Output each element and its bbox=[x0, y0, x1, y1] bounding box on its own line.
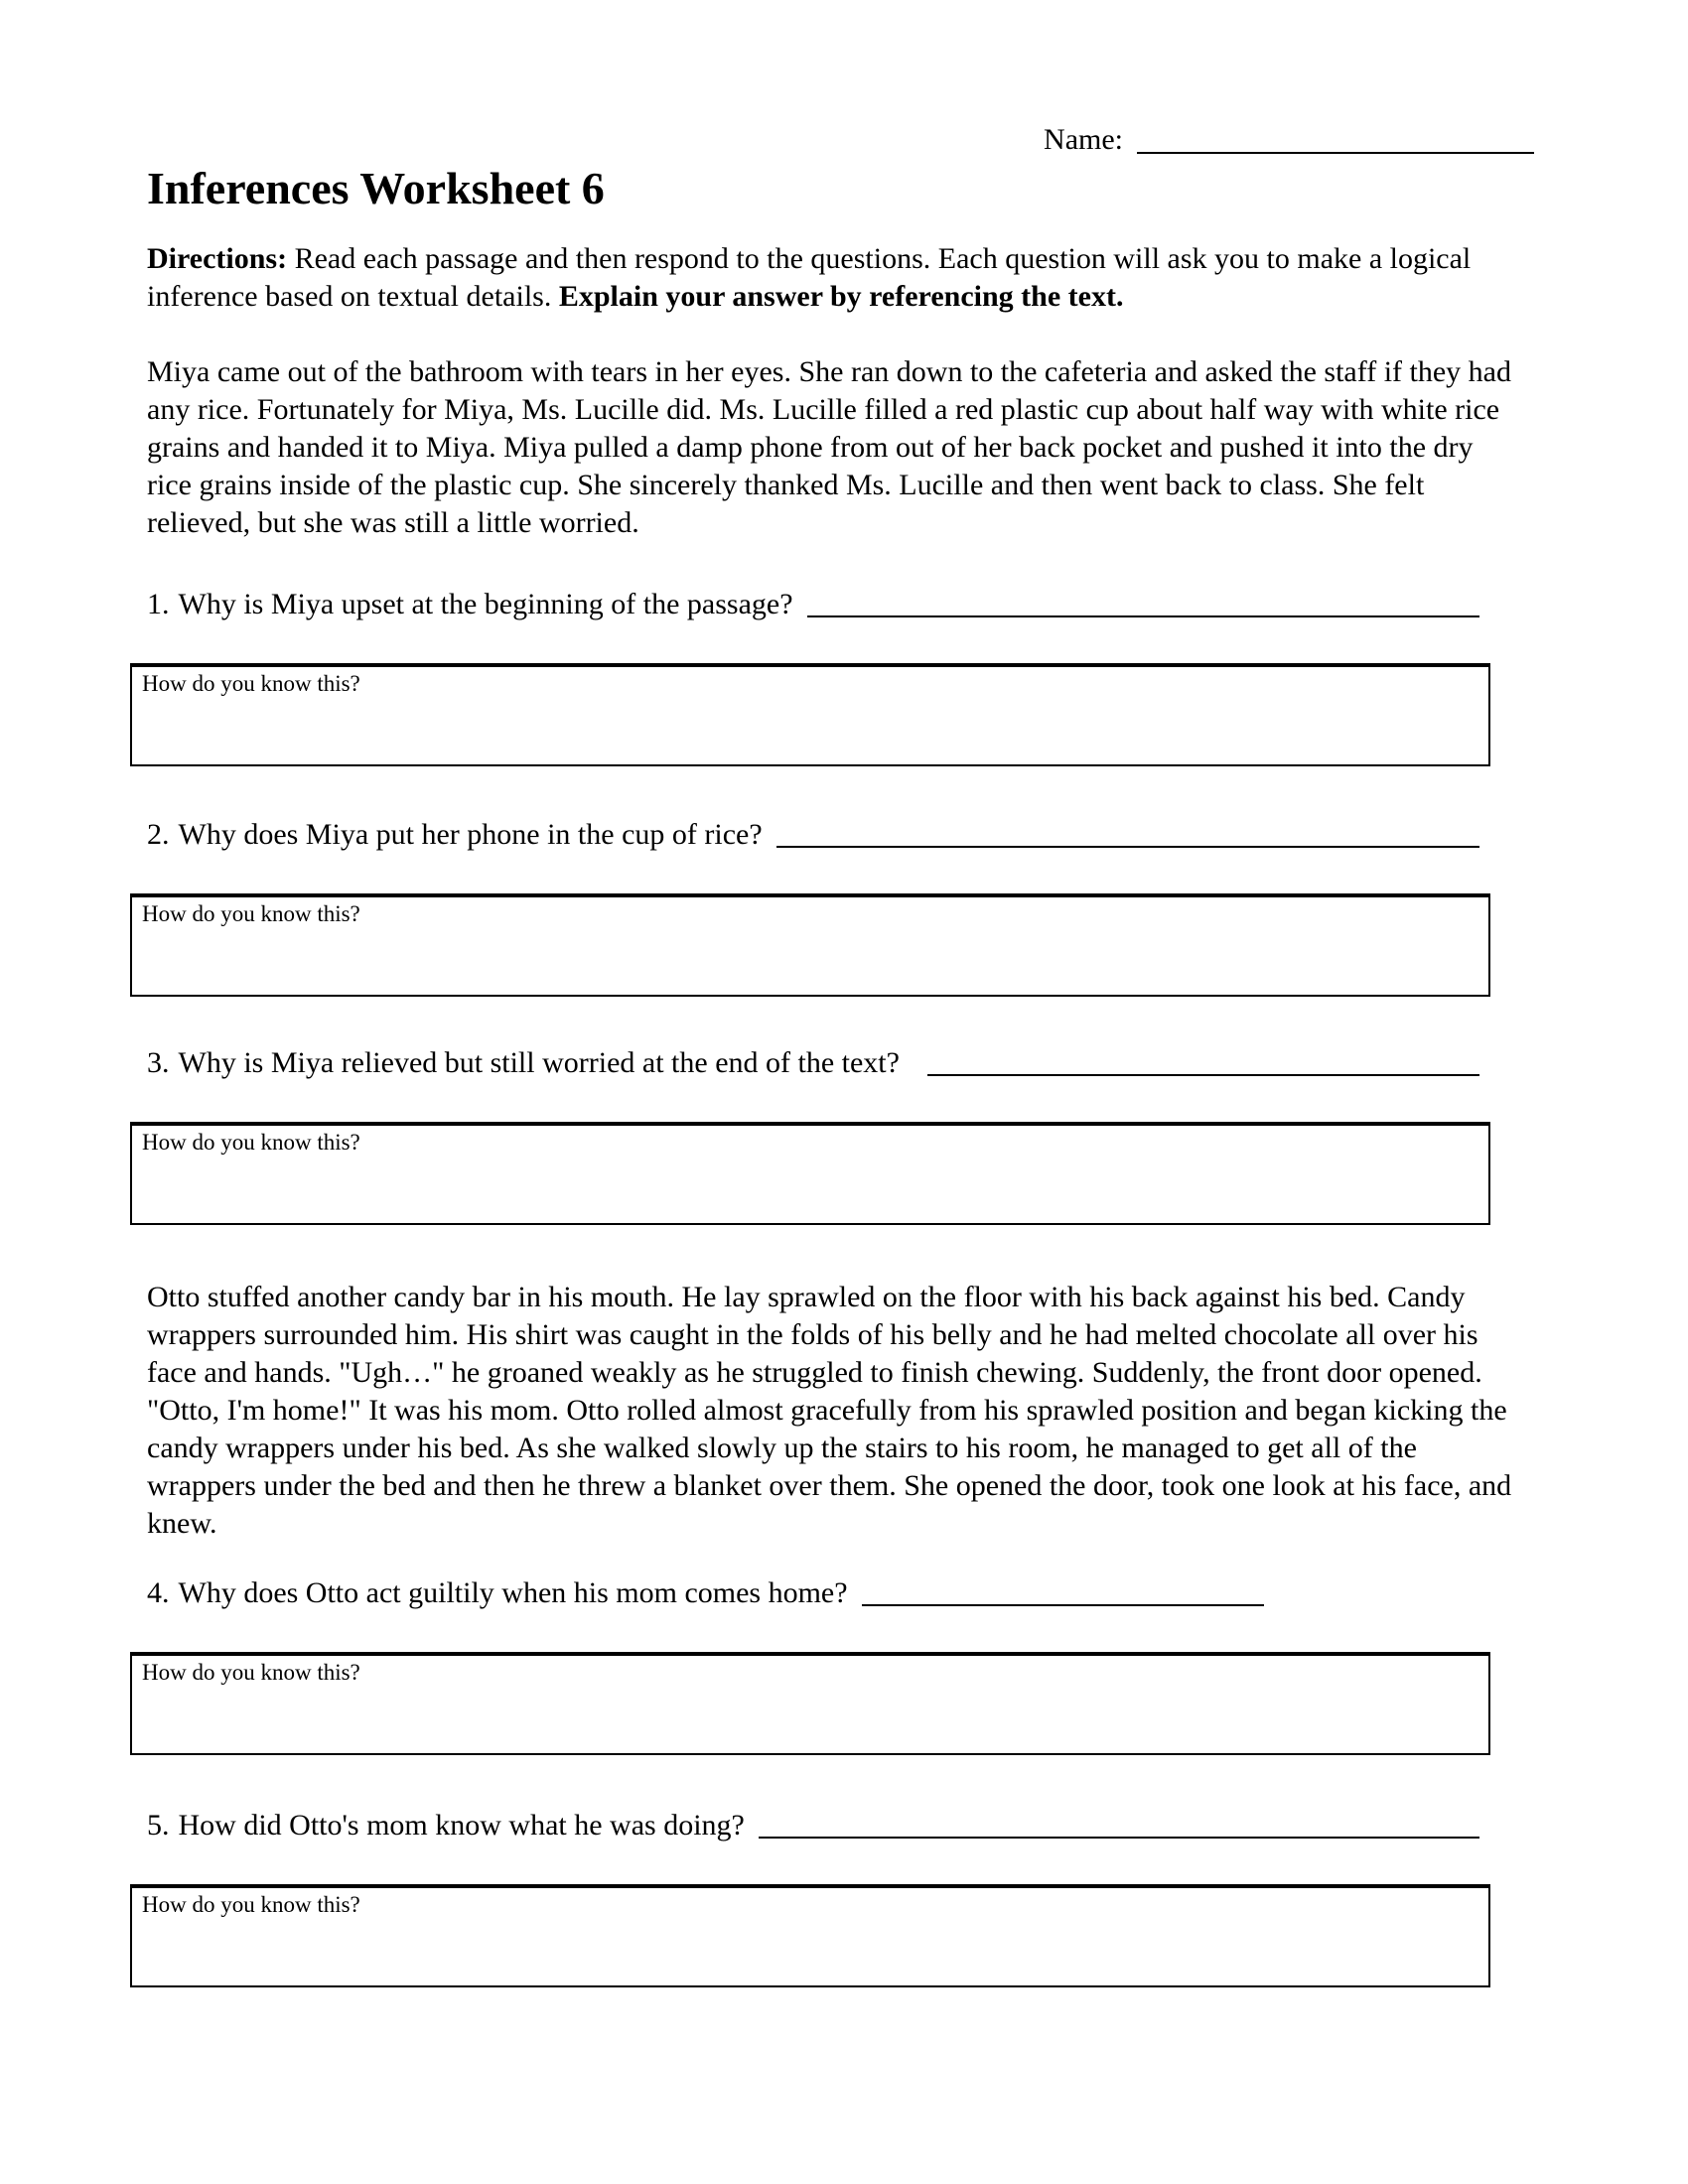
name-label: Name: bbox=[1044, 123, 1123, 156]
name-blank-line[interactable] bbox=[1137, 151, 1534, 154]
question-1-answer-box[interactable] bbox=[130, 663, 1490, 766]
question-4-answer-blank-line[interactable] bbox=[862, 1603, 1264, 1606]
question-3-number: 3. bbox=[147, 1046, 170, 1079]
question-5-answer-blank-line[interactable] bbox=[759, 1836, 1479, 1839]
question-3-answer-blank-line[interactable] bbox=[927, 1073, 1479, 1076]
question-2-answer-box[interactable] bbox=[130, 893, 1490, 997]
question-1-text: Why is Miya upset at the beginning of the passage? bbox=[178, 588, 793, 620]
question-4-answer-box[interactable] bbox=[130, 1652, 1490, 1755]
name-row bbox=[147, 117, 1514, 159]
question-3-text: Why is Miya relieved but still worried at the end of the text? bbox=[178, 1046, 900, 1079]
question-2-number: 2. bbox=[147, 818, 170, 851]
question-2 bbox=[147, 816, 1514, 854]
question-4-number: 4. bbox=[147, 1576, 170, 1609]
answer-box-label: How do you know this? bbox=[142, 1130, 360, 1155]
question-1 bbox=[147, 586, 1514, 623]
passage-miya: Miya came out of the bathroom with tears in her eyes. She ran down to the cafeteria and asked the staff if they had any rice. Fortunately for Miya, Ms. Lucille did. Ms. Lucille filled a red plastic cup about half way with white rice grains and handed it to Miya. Miya pulled a damp phone from out of her back pocket and pushed it into the dry rice grains inside of the plastic cup. She sincerely thanked Ms. Lucille and then went back to class. She felt relieved, but she was still a little worried. bbox=[147, 355, 1511, 539]
passage-otto: Otto stuffed another candy bar in his mouth. He lay sprawled on the floor with his back against his bed. Candy wrappers surrounded him. His shirt was caught in the folds of his belly and he had melted chocolate all over his face and hands. "Ugh…" he groaned weakly as he struggled to finish chewing. Suddenly, the front door opened. "Otto, I'm home!" It was his mom. Otto rolled almost gracefully from his sprawled position and began kicking the candy wrappers under his bed. As she walked slowly up the stairs to his room, he managed to get all of the wrappers under the bed and then he threw a blanket over them. She opened the door, took one look at his face, and knew. bbox=[147, 1281, 1512, 1540]
question-1-number: 1. bbox=[147, 588, 170, 620]
page-title: Inferences Worksheet 6 bbox=[147, 163, 605, 213]
answer-box-label: How do you know this? bbox=[142, 1660, 360, 1685]
question-4-text: Why does Otto act guiltily when his mom comes home? bbox=[178, 1576, 848, 1609]
question-5-answer-box[interactable] bbox=[130, 1884, 1490, 1987]
directions-label: Directions: bbox=[147, 242, 288, 275]
question-5-text: How did Otto's mom know what he was doing? bbox=[178, 1809, 745, 1842]
question-3 bbox=[147, 1044, 1514, 1082]
question-3-answer-box[interactable] bbox=[130, 1122, 1490, 1225]
directions-emphasis: Explain your answer by referencing the text. bbox=[558, 280, 1124, 313]
answer-box-label: How do you know this? bbox=[142, 671, 360, 696]
question-1-answer-blank-line[interactable] bbox=[807, 614, 1479, 617]
question-2-answer-blank-line[interactable] bbox=[776, 845, 1479, 848]
directions-body: Read each passage and then respond to the questions. Each question will ask you to make a logical inference based on textual details. bbox=[147, 242, 1472, 313]
question-2-text: Why does Miya put her phone in the cup of rice? bbox=[178, 818, 763, 851]
question-5-number: 5. bbox=[147, 1809, 170, 1842]
question-4 bbox=[147, 1574, 1514, 1612]
question-5 bbox=[147, 1807, 1514, 1844]
answer-box-label: How do you know this? bbox=[142, 901, 360, 926]
directions bbox=[147, 240, 1514, 316]
answer-box-label: How do you know this? bbox=[142, 1892, 360, 1917]
